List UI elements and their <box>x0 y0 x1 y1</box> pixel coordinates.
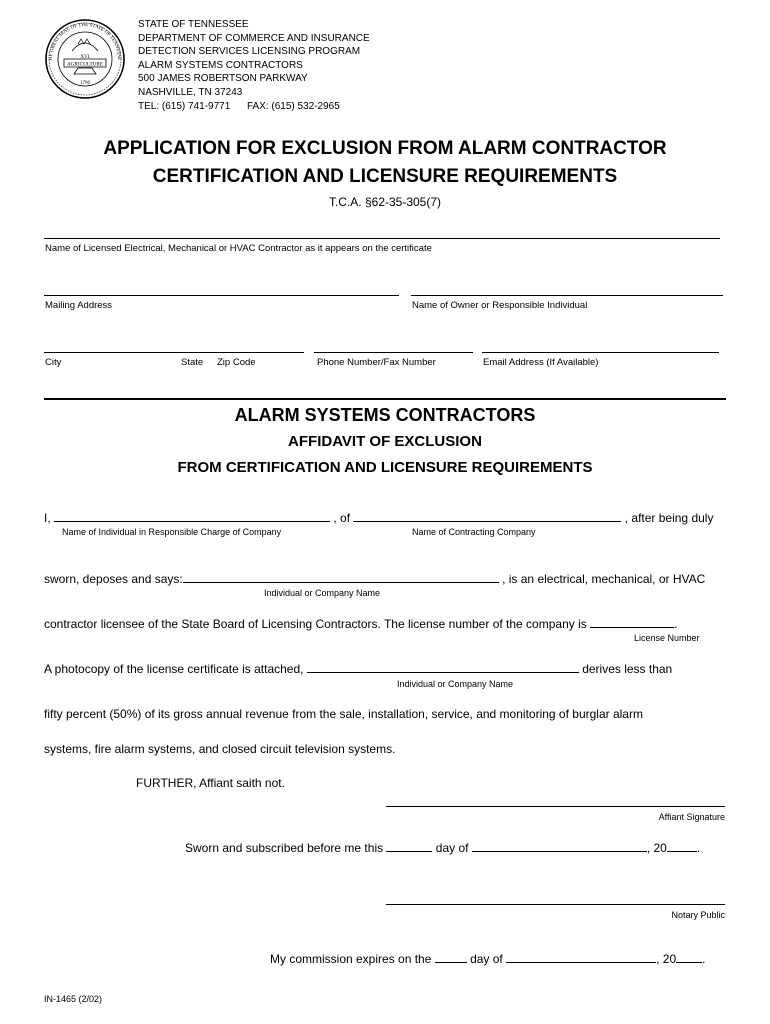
individual-company-name-label: Individual or Company Name <box>264 588 381 598</box>
owner-name-label: Name of Owner or Responsible Individual <box>412 300 588 311</box>
text: contractor licensee of the State Board of Licensing Contractors. The license number of the company is <box>44 617 587 631</box>
text: , of <box>333 511 351 525</box>
city-label: City <box>45 357 62 368</box>
affidavit-line-4 <box>44 661 672 676</box>
state-seal-logo <box>44 18 126 100</box>
affidavit-line-2 <box>44 571 705 586</box>
sworn-line <box>185 840 700 855</box>
contractor-name-label: Name of Licensed Electrical, Mechanical or HVAC Contractor as it appears on the certificate <box>45 243 432 254</box>
contractor-name-field[interactable] <box>44 238 720 239</box>
affidavit-heading: ALARM SYSTEMS CONTRACTORS <box>234 405 536 425</box>
text: , after being duly <box>624 511 714 525</box>
city-state-zip-field[interactable] <box>44 352 304 353</box>
email-label: Email Address (If Available) <box>483 357 599 368</box>
header-line: STATE OF TENNESSEE <box>138 19 249 30</box>
text: sworn, deposes and says: <box>44 572 183 586</box>
affidavit-line-1 <box>44 510 713 525</box>
affidavit-line-5: fifty percent (50%) of its gross annual revenue from the sale, installation, service, and monitoring of burglar alarm <box>44 707 643 721</box>
affiant-signature-field[interactable] <box>386 806 725 807</box>
email-field[interactable] <box>482 352 719 353</box>
text: , is an electrical, mechanical, or HVAC <box>502 572 706 586</box>
commission-line <box>270 951 705 966</box>
notary-public-label: Notary Public <box>671 910 725 920</box>
sworn-month-field[interactable] <box>472 840 647 852</box>
contracting-company-label: Name of Contracting Company <box>412 527 536 537</box>
affiant-signature-label: Affiant Signature <box>658 812 725 822</box>
contracting-company-field[interactable] <box>353 510 621 522</box>
sworn-year-field[interactable] <box>667 840 697 852</box>
text: , 20 <box>646 841 667 855</box>
state-label: State <box>181 357 204 368</box>
form-title-line2: CERTIFICATION AND LICENSURE REQUIREMENTS <box>152 166 618 187</box>
phone-fax-field[interactable] <box>314 352 473 353</box>
commission-year-field[interactable] <box>676 951 702 963</box>
individual-company-name-field-2[interactable] <box>307 661 579 673</box>
header-line: DEPARTMENT OF COMMERCE AND INSURANCE <box>138 32 370 44</box>
text: I, <box>44 511 51 525</box>
header-line: ALARM SYSTEMS CONTRACTORS <box>138 59 303 71</box>
individual-company-name-label-2: Individual or Company Name <box>397 679 514 689</box>
affidavit-subheading-2: FROM CERTIFICATION AND LICENSURE REQUIREMENTS <box>177 459 593 476</box>
seal-text-top: HE GREAT SEAL OF THE STATE OF TENNESSE <box>48 22 122 61</box>
zip-label: Zip Code <box>217 357 256 368</box>
license-number-field[interactable] <box>590 616 674 628</box>
mailing-address-field[interactable] <box>44 295 399 296</box>
section-divider <box>44 398 726 400</box>
responsible-individual-field[interactable] <box>54 510 330 522</box>
sworn-day-field[interactable] <box>386 840 432 852</box>
responsible-individual-label: Name of Individual in Responsible Charge of Company <box>62 527 282 537</box>
form-title-line1: APPLICATION FOR EXCLUSION FROM ALARM CONTRACTOR <box>103 138 667 159</box>
license-number-label: License Number <box>634 633 700 643</box>
seal-text-num: XVI <box>80 55 90 60</box>
form-number: IN-1465 (2/02) <box>44 994 103 1004</box>
header-address-block <box>138 18 370 113</box>
owner-name-field[interactable] <box>411 295 723 296</box>
text: My commission expires on the <box>270 952 432 966</box>
statute-reference: T.C.A. §62-35-305(7) <box>328 195 442 209</box>
affidavit-line-3 <box>44 616 677 631</box>
further-statement: FURTHER, Affiant saith not. <box>136 776 285 790</box>
seal-text-mid: AGRICULTURE <box>66 61 104 68</box>
text: day of <box>470 952 503 966</box>
seal-text-year: 1796 <box>80 81 90 86</box>
notary-signature-field[interactable] <box>386 904 725 905</box>
text: . <box>696 841 701 855</box>
text: derives less than <box>582 662 673 676</box>
header-line: DETECTION SERVICES LICENSING PROGRAM <box>138 46 361 58</box>
commission-day-field[interactable] <box>435 951 467 963</box>
text: A photocopy of the license certificate is attached, <box>44 662 304 676</box>
header-line: NASHVILLE, TN 37243 <box>138 86 243 98</box>
text: . <box>702 952 706 966</box>
mailing-address-label: Mailing Address <box>45 300 113 311</box>
text: , 20 <box>656 952 677 966</box>
individual-company-name-field[interactable] <box>183 571 499 583</box>
commission-month-field[interactable] <box>506 951 656 963</box>
text: day of <box>435 841 469 855</box>
affidavit-subheading-1: AFFIDAVIT OF EXCLUSION <box>288 433 482 450</box>
text: . <box>674 617 678 631</box>
header-line: TEL: (615) 741-9771 FAX: (615) 532-2965 <box>138 100 340 112</box>
phone-label: Phone Number/Fax Number <box>317 357 436 368</box>
affidavit-line-6: systems, fire alarm systems, and closed circuit television systems. <box>44 742 396 756</box>
header-line: 500 JAMES ROBERTSON PARKWAY <box>138 73 308 85</box>
svg-text:THE GREAT SEAL OF THE STATE OF <box>44 18 121 60</box>
text: Sworn and subscribed before me this <box>185 841 384 855</box>
